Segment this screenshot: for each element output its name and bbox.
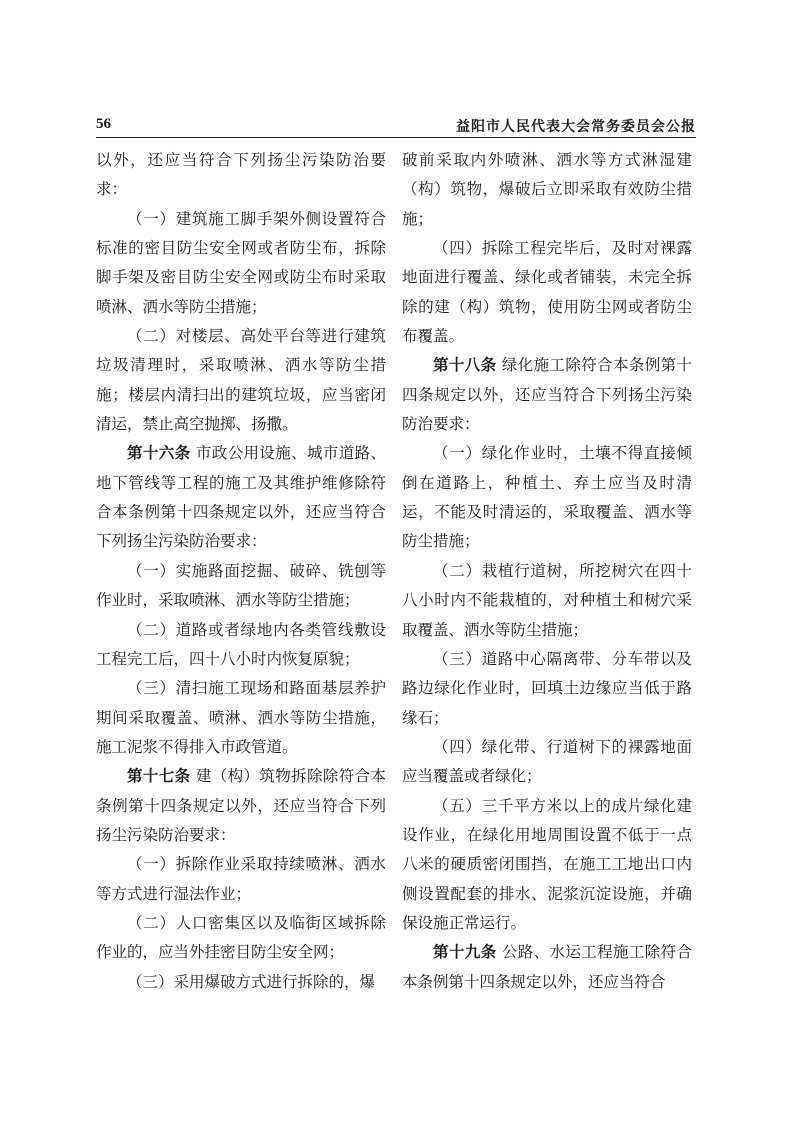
paragraph-text: （二）对楼层、高处平台等进行建筑垃圾清理时，采取喷淋、洒水等防尘措施；楼层内清扫出的建筑垃圾，应当密闭清运，禁止高空抛掷、扬撒。 xyxy=(96,327,386,434)
paragraph-text: （三）采用爆破方式进行拆除的，爆 xyxy=(127,972,376,991)
article-label: 第十七条 xyxy=(127,767,191,786)
paragraph xyxy=(96,322,386,439)
paragraph xyxy=(402,557,692,645)
paragraph xyxy=(96,205,386,322)
paragraph-text: 以外，还应当符合下列扬尘污染防治要求： xyxy=(96,151,386,199)
paragraph-text: 破前采取内外喷淋、洒水等方式淋湿建（构）筑物，爆破后立即采取有效防尘措施； xyxy=(402,151,692,228)
paragraph xyxy=(96,762,386,850)
paragraph-text: （五）三千平方米以上的成片绿化建设作业，在绿化用地周围设置不低于一点八米的硬质密闭围挡，在施工工地出口内侧设置配套的排水、泥浆沉淀设施，并确保设施正常运行。 xyxy=(402,796,692,932)
paragraph xyxy=(402,351,692,439)
paragraph xyxy=(402,645,692,733)
paragraph-text: （二）栽植行道树，所挖树穴在四十八小时内不能栽植的，对种植土和树穴采取覆盖、洒水等防尘措施； xyxy=(402,561,692,639)
paragraph-text: 建（构）筑物拆除除符合本条例第十四条规定以外，还应当符合下列扬尘污染防治要求： xyxy=(96,767,386,844)
paragraph-text: （三）清扫施工现场和路面基层养护期间采取覆盖、喷淋、洒水等防尘措施，施工泥浆不得排入市政管道。 xyxy=(96,679,386,756)
paragraph xyxy=(96,439,386,556)
right-column xyxy=(402,146,692,997)
paragraph xyxy=(96,557,386,616)
paragraph-text: （三）道路中心隔离带、分车带以及路边绿化作业时，回填土边缘应当低于路缘石； xyxy=(402,649,692,727)
paragraph-text: （四）绿化带、行道树下的裸露地面应当覆盖或者绿化； xyxy=(402,737,692,786)
paragraph xyxy=(402,733,692,792)
paragraph-text: （四）拆除工程完毕后，及时对裸露地面进行覆盖、绿化或者铺装，未完全拆除的建（构）筑物，使用防尘网或者防尘布覆盖。 xyxy=(402,239,692,346)
paragraph-text: 市政公用设施、城市道路、地下管线等工程的施工及其维护维修除符合本条例第十四条规定以外，还应当符合下列扬尘污染防治要求： xyxy=(96,444,386,551)
paragraph xyxy=(402,439,692,556)
header-rule xyxy=(96,137,696,138)
paragraph-text: 公路、水运工程施工除符合本条例第十四条规定以外，还应当符合 xyxy=(402,943,692,991)
paragraph-text: （二）道路或者绿地内各类管线敷设工程完工后，四十八小时内恢复原貌； xyxy=(96,620,386,668)
page-header xyxy=(96,114,696,138)
journal-title: 益阳市人民代表大会常务委员会公报 xyxy=(456,119,696,135)
article-label: 第十六条 xyxy=(127,444,191,463)
paragraph-text: （一）绿化作业时，土壤不得直接倾倒在道路上，种植土、弃土应当及时清运，不能及时清运的，采取覆盖、洒水等防尘措施； xyxy=(402,444,692,551)
paragraph-text: （一）建筑施工脚手架外侧设置符合标准的密目防尘安全网或者防尘布，拆除脚手架及密目防尘安全网或防尘布时采取喷淋、洒水等防尘措施； xyxy=(96,209,386,316)
paragraph xyxy=(96,616,386,675)
paragraph xyxy=(402,146,692,234)
paragraph-text: （一）拆除作业采取持续喷淋、洒水等方式进行湿法作业； xyxy=(96,855,386,903)
paragraph xyxy=(402,938,692,997)
paragraph-text: （一）实施路面挖掘、破碎、铣刨等作业时，采取喷淋、洒水等防尘措施； xyxy=(96,561,386,610)
paragraph-text: （二）人口密集区以及临街区域拆除作业的，应当外挂密目防尘安全网； xyxy=(96,913,386,962)
paragraph xyxy=(96,674,386,762)
paragraph xyxy=(402,234,692,351)
paragraph xyxy=(96,968,386,997)
page-number: 56 xyxy=(96,116,111,132)
article-label: 第十九条 xyxy=(433,943,497,962)
paragraph xyxy=(402,792,692,939)
paragraph xyxy=(96,146,386,205)
paragraph xyxy=(96,850,386,909)
paragraph-text: 绿化施工除符合本条例第十四条规定以外，还应当符合下列扬尘污染防治要求： xyxy=(402,356,692,434)
article-label: 第十八条 xyxy=(433,356,497,375)
left-column xyxy=(96,146,386,997)
paragraph xyxy=(96,909,386,968)
